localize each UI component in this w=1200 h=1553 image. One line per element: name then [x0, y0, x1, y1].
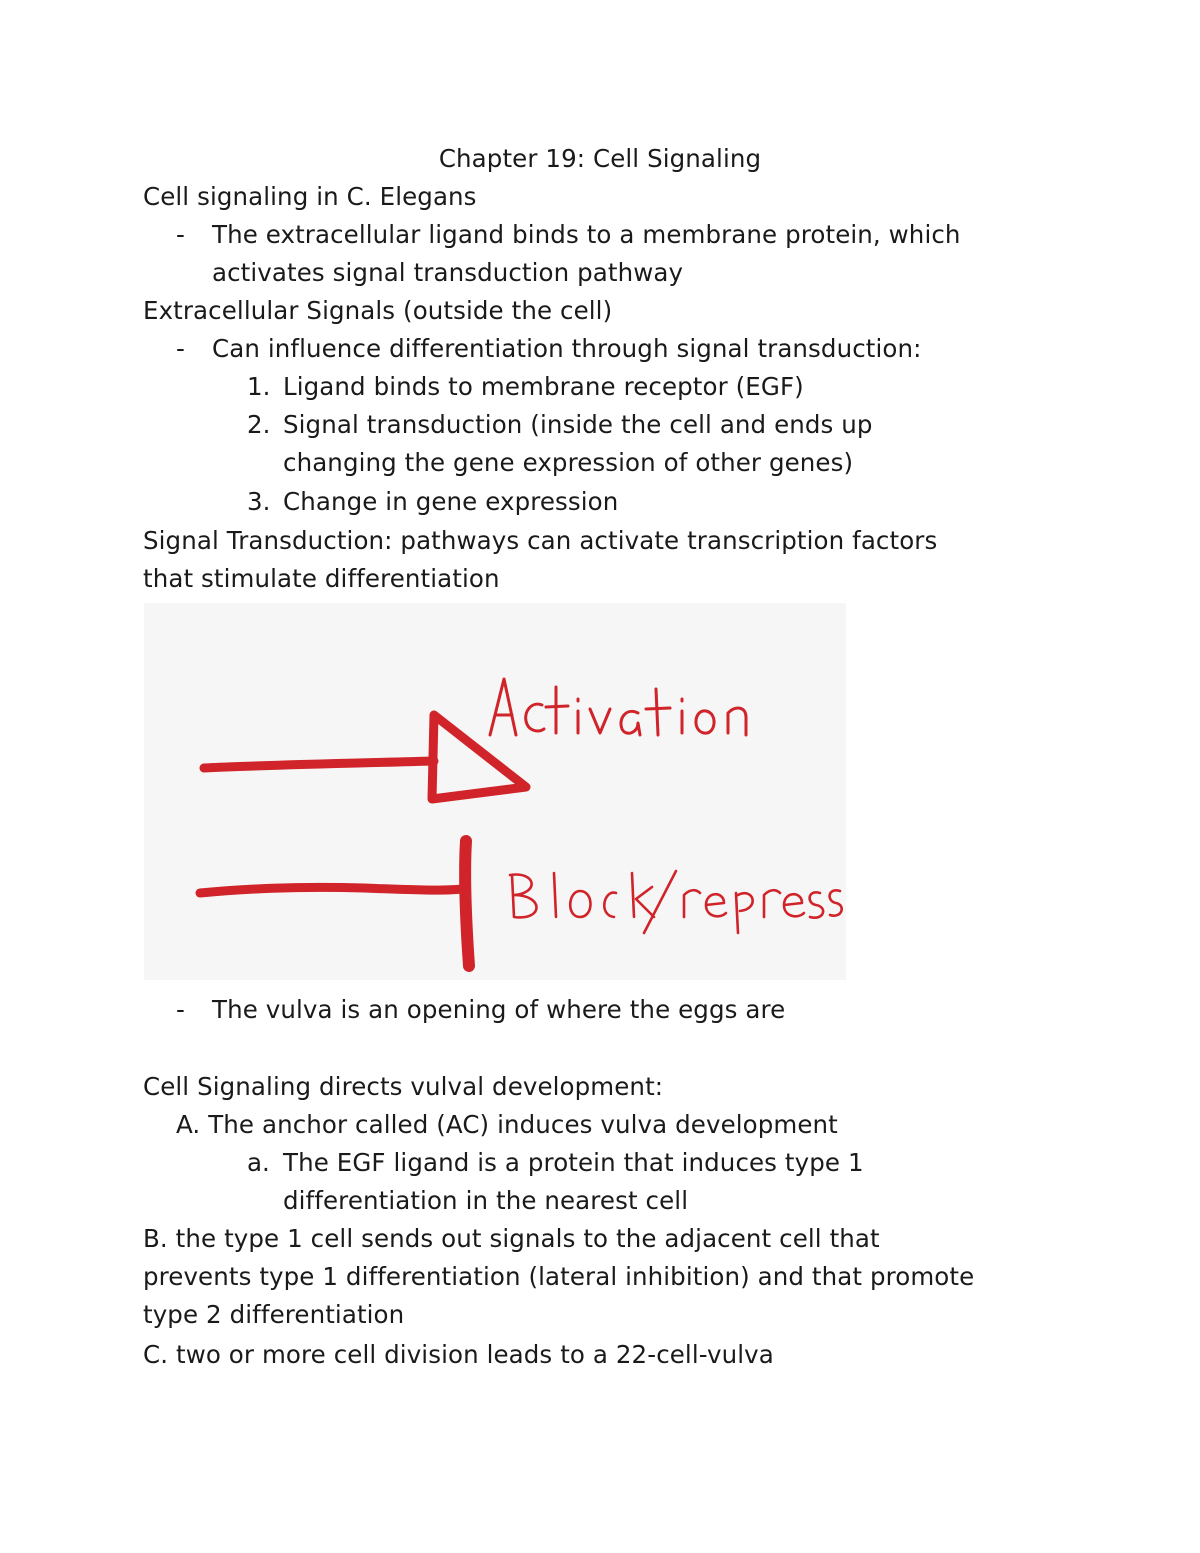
- paragraph-b-continued: prevents type 1 differentiation (lateral inhibition) and that promote: [143, 1262, 975, 1291]
- bullet-dash: -: [176, 334, 185, 363]
- bullet-dash: -: [176, 220, 185, 249]
- list-item: Change in gene expression: [283, 487, 619, 516]
- bullet-text: The extracellular ligand binds to a membrane protein, which: [212, 220, 961, 249]
- list-number: 2.: [247, 410, 271, 439]
- paragraph-b-continued: type 2 differentiation: [143, 1300, 405, 1329]
- paragraph-signal-transduction: Signal Transduction: pathways can activate transcription factors: [143, 526, 938, 555]
- list-item: Signal transduction (inside the cell and ends up: [283, 410, 873, 439]
- list-item-continued: differentiation in the nearest cell: [283, 1186, 689, 1215]
- list-number: 1.: [247, 372, 271, 401]
- list-item-a: A. The anchor called (AC) induces vulva development: [176, 1110, 838, 1139]
- activation-label-strokes: [490, 679, 746, 735]
- handwritten-diagram: [144, 603, 846, 980]
- section-heading-extracellular: Extracellular Signals (outside the cell): [143, 296, 613, 325]
- activation-arrow-shaft: [204, 761, 434, 768]
- bullet-dash: -: [176, 995, 185, 1024]
- page-title: Chapter 19: Cell Signaling: [438, 144, 762, 173]
- activation-arrow-head: [432, 715, 526, 799]
- bullet-text: Can influence differentiation through signal transduction:: [212, 334, 922, 363]
- section-heading-vulval-development: Cell Signaling directs vulval development:: [143, 1072, 664, 1101]
- block-label-strokes: [510, 871, 842, 933]
- signaling-arrows-figure: [144, 603, 846, 980]
- repress-line-shaft: [200, 887, 462, 893]
- bullet-text: The vulva is an opening of where the eggs are: [212, 995, 786, 1024]
- list-item: The EGF ligand is a protein that induces type 1: [283, 1148, 864, 1177]
- paragraph-signal-transduction-continued: that stimulate differentiation: [143, 564, 500, 593]
- list-item: Ligand binds to membrane receptor (EGF): [283, 372, 804, 401]
- paragraph-c: C. two or more cell division leads to a 22-cell-vulva: [143, 1340, 774, 1369]
- paragraph-b: B. the type 1 cell sends out signals to the adjacent cell that: [143, 1224, 880, 1253]
- repress-bar: [465, 841, 469, 966]
- list-number: 3.: [247, 487, 271, 516]
- list-letter: a.: [247, 1148, 270, 1177]
- bullet-text-continued: activates signal transduction pathway: [212, 258, 684, 287]
- section-heading-celegans: Cell signaling in C. Elegans: [143, 182, 477, 211]
- list-item-continued: changing the gene expression of other genes): [283, 448, 854, 477]
